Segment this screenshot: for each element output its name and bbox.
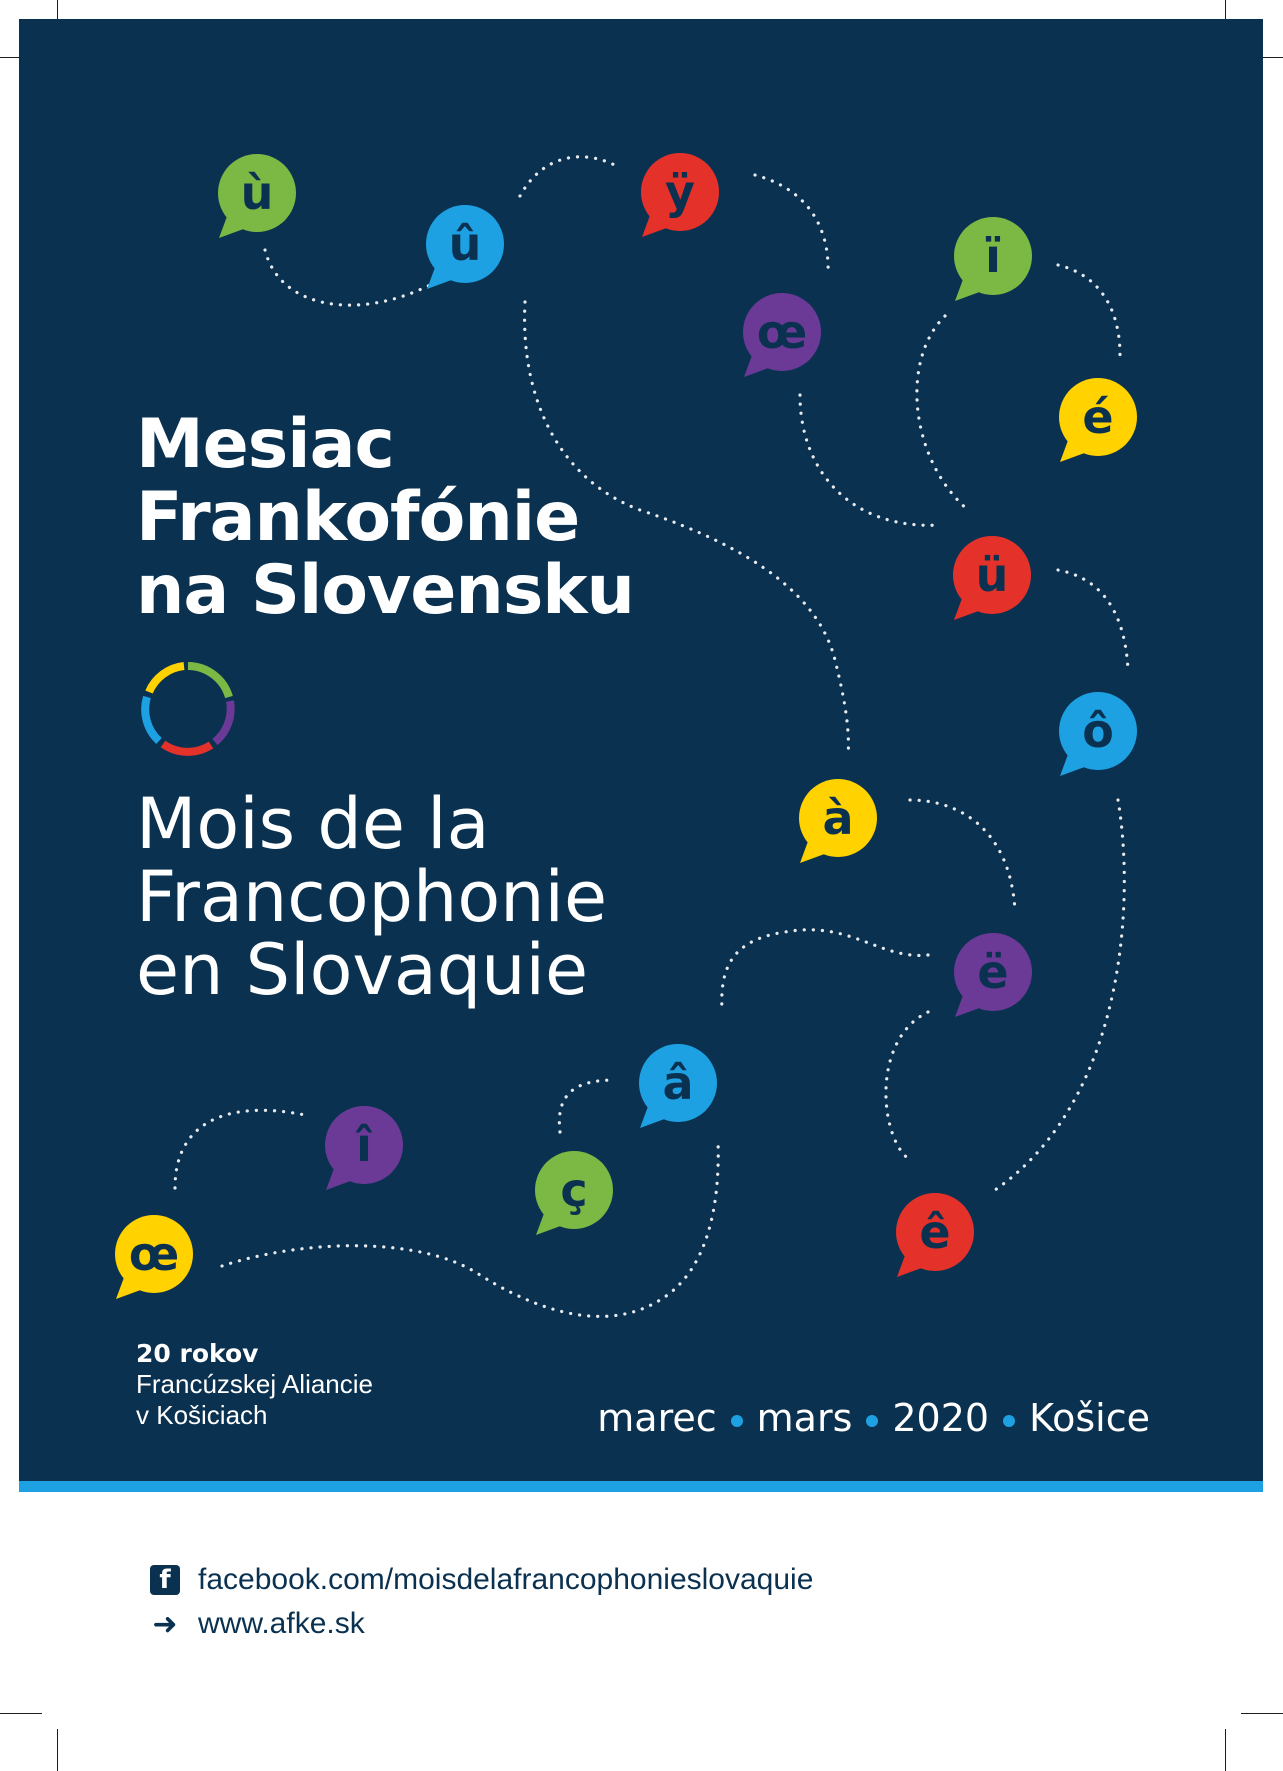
letter-bubble-char: â bbox=[662, 1056, 694, 1110]
title-french-line: Francophonie bbox=[136, 856, 608, 938]
anniversary-note bbox=[136, 1338, 373, 1431]
website-link[interactable] bbox=[150, 1602, 813, 1646]
anniversary-line: Francúzskej Aliancie bbox=[136, 1369, 373, 1399]
letter-bubble bbox=[218, 154, 296, 238]
title-slovak-line: na Slovensku bbox=[136, 551, 634, 630]
contact-links bbox=[150, 1558, 813, 1646]
anniversary-years: 20 rokov bbox=[136, 1339, 259, 1368]
letter-bubble-char: û bbox=[448, 217, 482, 271]
letter-bubble bbox=[953, 536, 1031, 620]
title-french-line: Mois de la bbox=[136, 783, 490, 865]
letter-bubble-char: ÿ bbox=[665, 165, 695, 219]
letter-bubble bbox=[1059, 692, 1137, 776]
letter-bubble-char: ü bbox=[975, 548, 1009, 602]
letter-bubble-char: ù bbox=[240, 166, 274, 220]
facebook-icon: f bbox=[150, 1565, 180, 1595]
letter-bubble bbox=[426, 205, 504, 289]
letter-bubble-char: ô bbox=[1082, 704, 1114, 758]
separator-dot bbox=[1003, 1415, 1015, 1427]
date-month-sk: marec bbox=[597, 1396, 717, 1440]
letter-bubble bbox=[954, 933, 1032, 1017]
title-french-line: en Slovaquie bbox=[136, 929, 589, 1011]
date-year: 2020 bbox=[892, 1396, 990, 1440]
letter-bubble-char: œ bbox=[756, 305, 808, 359]
letter-bubble-char: ç bbox=[560, 1163, 588, 1217]
title-slovak-line: Frankofónie bbox=[136, 478, 580, 557]
separator-dot bbox=[866, 1415, 878, 1427]
letter-bubble-char: ë bbox=[977, 945, 1009, 999]
letter-bubble-char: ï bbox=[985, 229, 1001, 283]
letter-bubble-char: î bbox=[356, 1118, 372, 1172]
date-month-fr: mars bbox=[756, 1396, 853, 1440]
letter-bubble bbox=[325, 1106, 403, 1190]
date-city: Košice bbox=[1029, 1396, 1150, 1440]
website-url[interactable]: www.afke.sk bbox=[198, 1607, 365, 1640]
letter-bubble bbox=[1059, 378, 1137, 462]
title-slovak-line: Mesiac bbox=[136, 405, 394, 484]
letter-bubble-char: œ bbox=[128, 1227, 180, 1281]
arrow-right-icon: ➜ bbox=[152, 1607, 178, 1641]
facebook-url[interactable]: facebook.com/moisdelafrancophonieslovaquie bbox=[198, 1563, 814, 1596]
letter-bubble bbox=[639, 1044, 717, 1128]
letter-bubble-char: à bbox=[822, 791, 854, 845]
letter-bubble bbox=[535, 1151, 613, 1235]
letter-bubble-char: é bbox=[1082, 390, 1114, 444]
letter-bubble bbox=[641, 153, 719, 237]
anniversary-line: v Košiciach bbox=[136, 1400, 268, 1430]
letter-bubble bbox=[954, 217, 1032, 301]
letter-bubble bbox=[799, 779, 877, 863]
letter-bubble-char: ê bbox=[919, 1205, 951, 1259]
letter-bubble bbox=[896, 1193, 974, 1277]
separator-dot bbox=[731, 1415, 743, 1427]
letter-bubble bbox=[115, 1215, 193, 1299]
event-dates bbox=[597, 1396, 1150, 1440]
letter-bubble bbox=[743, 293, 821, 377]
facebook-link[interactable] bbox=[150, 1558, 813, 1602]
